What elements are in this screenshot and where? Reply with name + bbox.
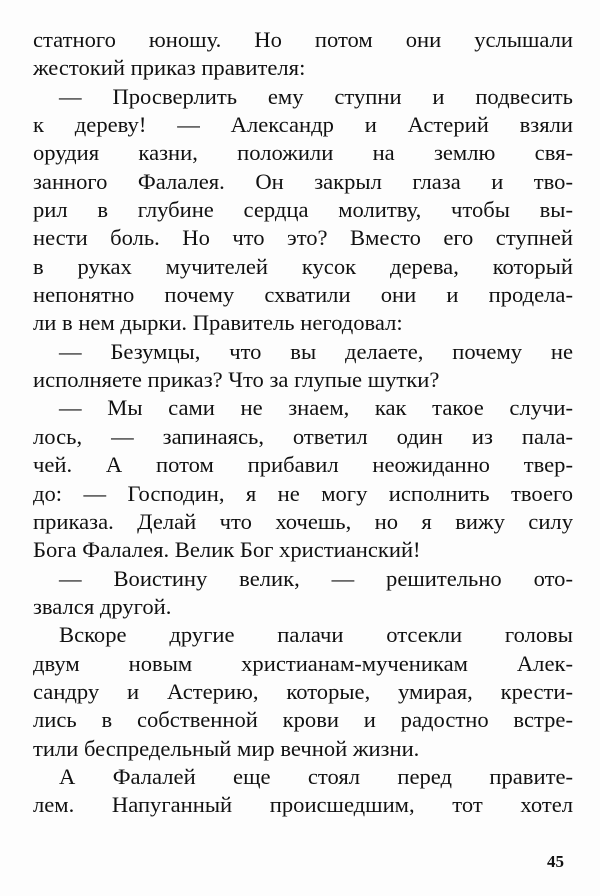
text-line: чей. А потом прибавил неожиданно твер- [33, 452, 573, 478]
text-line: рил в глубине сердца молитву, чтобы вы- [33, 197, 573, 223]
text-line: статного юношу. Но потом они услышали [33, 27, 573, 52]
text-line: двум новым христианам-мученикам Алек- [33, 650, 573, 676]
text-line: — Просверлить ему ступни и подвесить [59, 83, 573, 109]
text-line: — Воистину велик, — решительно ото- [59, 565, 573, 591]
page-number: 45 [547, 852, 564, 871]
text-line: тили беспредельный мир вечной жизни. [33, 735, 420, 761]
text-line: жестокий приказ правителя: [33, 55, 306, 81]
text-line: — Безумцы, что вы делаете, почему не [59, 338, 573, 364]
text-line: до: — Господин, я не могу исполнить твоего [33, 480, 573, 506]
text-line: к дереву! — Александр и Астерий взяли [33, 112, 573, 138]
text-line: ли в нем дырки. Правитель негодовал: [33, 310, 403, 336]
text-line: приказа. Делай что хочешь, но я вижу силу [33, 508, 573, 534]
text-line: лись в собственной крови и радостно встре- [33, 707, 573, 733]
text-line: лось, — запинаясь, ответил один из пала- [33, 423, 573, 449]
text-line: лем. Напуганный происшедшим, тот хотел [33, 792, 573, 818]
text-line: Бога Фалалея. Велик Бог христианский! [33, 537, 421, 563]
text-line: исполняете приказ? Что за глупые шутки? [33, 367, 440, 393]
text-line: звался другой. [33, 593, 172, 619]
text-line: орудия казни, положили на землю свя- [33, 140, 573, 166]
text-line: Вскоре другие палачи отсекли головы [59, 622, 573, 648]
text-line: занного Фалалея. Он закрыл глаза и тво- [33, 168, 573, 194]
text-line: непонятно почему схватили они и продела- [33, 282, 573, 308]
text-line: нести боль. Но что это? Вместо его ступней [33, 225, 573, 251]
text-line: А Фалалей еще стоял перед правите- [59, 763, 573, 789]
text-line: в руках мучителей кусок дерева, который [33, 253, 573, 279]
text-line: — Мы сами не знаем, как такое случи- [59, 395, 573, 421]
text-line: сандру и Астерию, которые, умирая, крести- [33, 678, 573, 704]
body-text [33, 26, 573, 820]
